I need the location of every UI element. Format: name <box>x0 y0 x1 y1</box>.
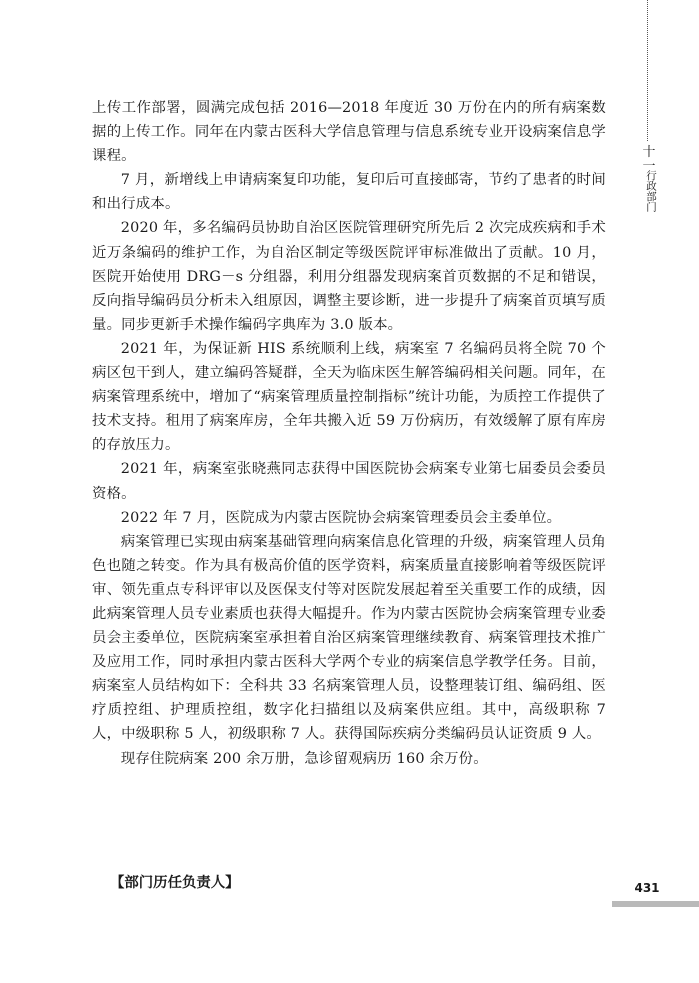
page-number: 431 <box>634 881 660 895</box>
paragraph: 2021 年，为保证新 HIS 系统顺利上线，病案室 7 名编码员将全院 70 个病区包干到人，建立编码答疑群，全天为临床医生解答编码相关问题。同年，在病案管理系统中，增加了“病案管理质量控制指标”统计功能，为质控工作提供了技术支持。租用了病案库房，全年共搬入近 59 万份病历，有效缓解了原有库房的存放压力。 <box>92 340 606 454</box>
body-text <box>92 96 606 771</box>
page-number-bar <box>612 901 699 907</box>
chapter-number: 十一 <box>642 145 656 174</box>
paragraph: 7 月，新增线上申请病案复印功能，复印后可直接邮寄，节约了患者的时间和出行成本。 <box>92 172 606 213</box>
section-heading: 【部门历任负责人】 <box>110 875 240 891</box>
paragraph: 2022 年 7 月，医院成为内蒙古医院协会病案管理委员会主委单位。 <box>120 509 562 526</box>
paragraph: 2021 年，病案室张晓燕同志获得中国医院协会病案专业第七届委员会委员资格。 <box>92 461 606 502</box>
paragraph: 2020 年，多名编码员协助自治区医院管理研究所先后 2 次完成疾病和手术近万条编码的维护工作，为自治区制定等级医院评审标准做出了贡献。10 月，医院开始使用 DRG－s 分组器，利用分组器发现病案首页数据的不足和错误，反向指导编码员分析未入组原因，调整主要诊断，进一步提升了病案首页填写质量。同步更新手术操作编码字典库为 3.0 版本。 <box>92 220 606 333</box>
sidebar-dotted-rule <box>647 0 648 141</box>
paragraph: 病案管理已实现由病案基础管理向病案信息化管理的升级，病案管理人员角色也随之转变。作为具有极高价值的医学资料，病案质量直接影响着等级医院评审、领先重点专科评审以及医保支付等对医院发展起着至关重要工作的成绩，因此病案管理人员专业素质也获得大幅提升。作为内蒙古医院协会病案管理专业委员会主委单位，医院病案室承担着自治区病案管理继续教育、病案管理技术推广及应用工作，同时承担内蒙古医科大学两个专业的病案信息学教学任务。目前，病案室人员结构如下：全科共 33 名病案管理人员，设整理装订组、编码组、医疗质控组、护理质控组，数字化扫描组以及病案供应组。其中，高级职称 7 人，中级职称 5 人，初级职称 7 人。获得国际疾病分类编码员认证资质 9 人。 <box>92 533 606 743</box>
paragraph: 现存住院病案 200 余万册，急诊留观病历 160 余万份。 <box>120 750 488 767</box>
paragraph: 上传工作部署，圆满完成包括 2016—2018 年度近 30 万份在内的所有病案数据的上传工作。同年在内蒙古医科大学信息管理与信息系统专业开设病案信息学课程。 <box>92 100 606 165</box>
chapter-title: 行政部门 <box>645 170 657 212</box>
